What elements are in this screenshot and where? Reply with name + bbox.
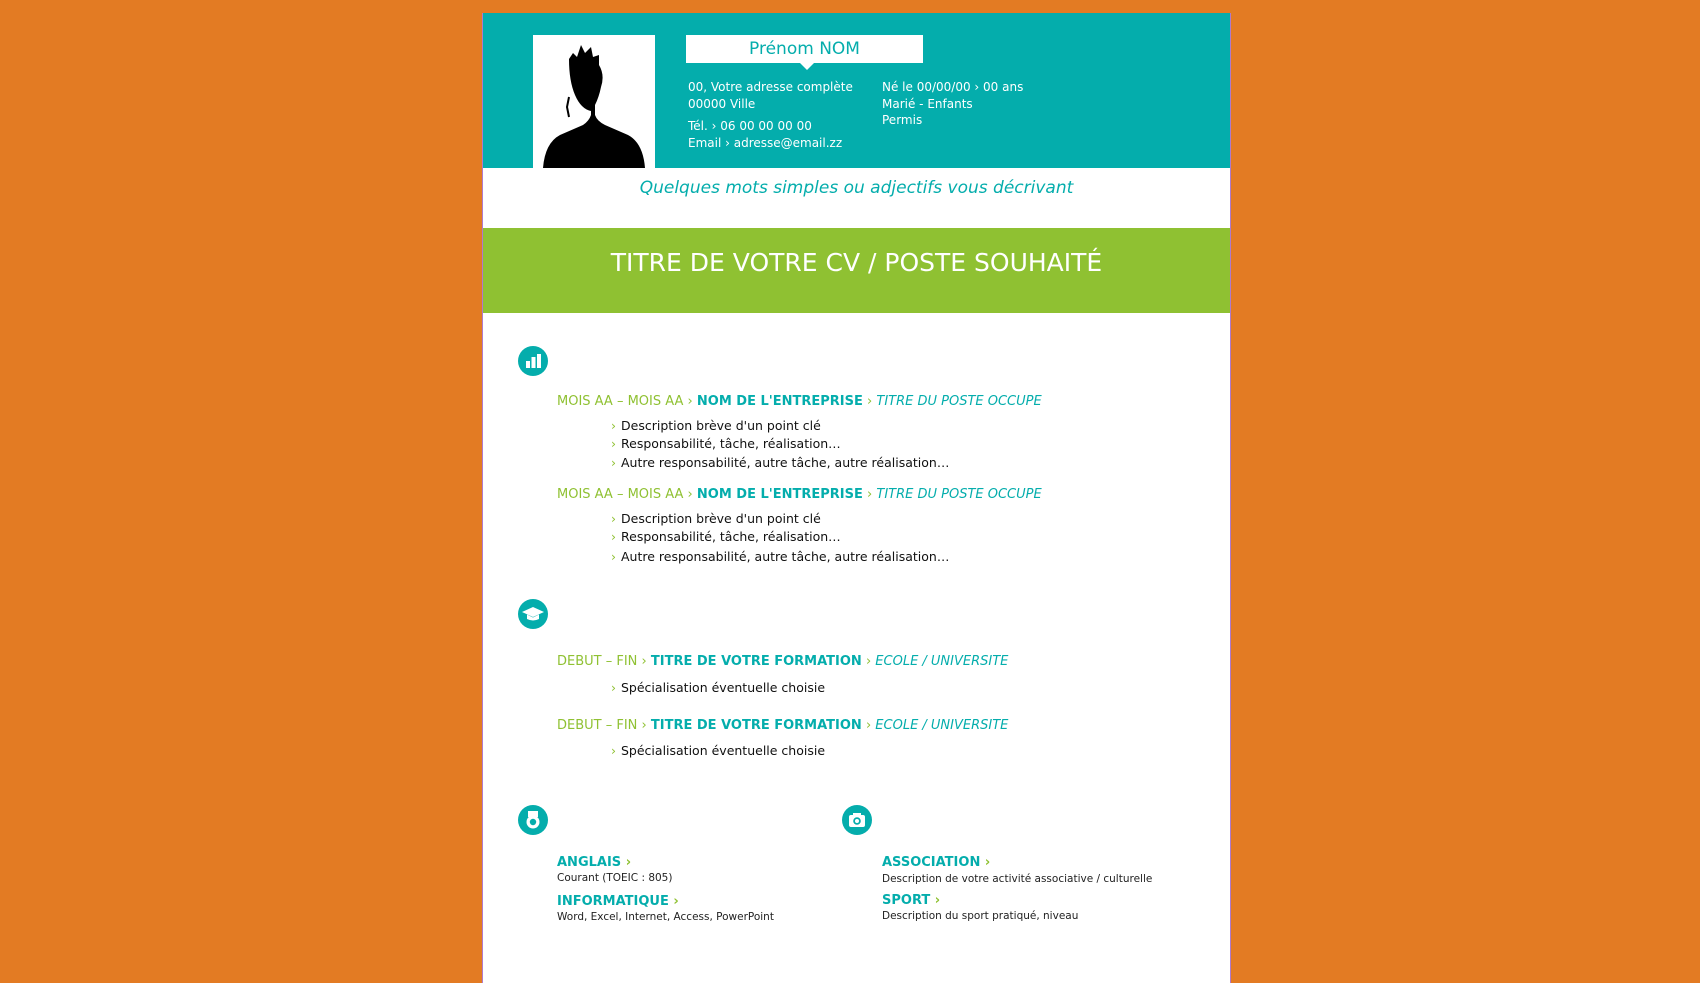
school-name: ECOLE / UNIVERSITE — [875, 718, 1009, 733]
personal-info — [882, 79, 1023, 129]
education-dates: DEBUT – FIN — [557, 718, 638, 733]
experience-dates: MOIS AA – MOIS AA — [557, 487, 684, 502]
medal-icon — [518, 805, 548, 835]
experience-dates: MOIS AA – MOIS AA — [557, 394, 684, 409]
camera-icon — [842, 805, 872, 835]
tagline: Quelques mots simples ou adjectifs vous décrivant — [639, 178, 1074, 198]
education-dates: DEBUT – FIN — [557, 654, 638, 669]
education-detail: › Spécialisation éventuelle choisie — [611, 743, 826, 758]
experience-bullet: › Description brève d'un point clé — [611, 511, 821, 526]
education-entry-1-header: DEBUT – FIN › TITRE DE VOTRE FORMATION › ECOLE / UNIVERSITE — [557, 654, 1009, 669]
hobby-label: SPORT › — [882, 893, 941, 908]
skill-label: INFORMATIQUE › — [557, 894, 679, 909]
profile-photo — [533, 35, 655, 168]
email: Email › adresse@email.zz — [688, 135, 843, 150]
hobby-description: Description du sport pratiqué, niveau — [882, 910, 1079, 922]
address-line1: 00, Votre adresse complète — [688, 80, 853, 94]
cv-title-band — [483, 228, 1230, 313]
experience-bullet: › Autre responsabilité, autre tâche, autre réalisation… — [611, 455, 950, 470]
degree-title: TITRE DE VOTRE FORMATION — [650, 654, 862, 669]
experience-bullet: › Responsabilité, tâche, réalisation… — [611, 529, 841, 544]
graduation-cap-icon — [518, 599, 548, 629]
cv-page — [482, 13, 1231, 983]
hobby-description: Description de votre activité associative / culturelle — [882, 873, 1153, 885]
bar-chart-icon — [518, 346, 548, 376]
name-label: Prénom NOM — [686, 35, 923, 63]
contact-info — [688, 79, 853, 151]
degree-title: TITRE DE VOTRE FORMATION — [650, 718, 862, 733]
education-detail: › Spécialisation éventuelle choisie — [611, 680, 826, 695]
license-info: Permis — [882, 113, 923, 127]
education-entry-2-header: DEBUT – FIN › TITRE DE VOTRE FORMATION › ECOLE / UNIVERSITE — [557, 718, 1009, 733]
family-info: Marié - Enfants — [882, 96, 973, 111]
person-silhouette-icon — [533, 35, 655, 168]
experience-bullet: › Autre responsabilité, autre tâche, autre réalisation… — [611, 549, 950, 564]
cv-header — [483, 13, 1230, 168]
school-name: ECOLE / UNIVERSITE — [875, 654, 1009, 669]
skill-description: Word, Excel, Internet, Access, PowerPoint — [557, 911, 774, 923]
company-name: NOM DE L'ENTREPRISE — [696, 487, 863, 502]
birth-info: Né le 00/00/00 › 00 ans — [882, 80, 1024, 94]
experience-bullet: › Description brève d'un point clé — [611, 418, 821, 433]
skill-label: ANGLAIS › — [557, 855, 632, 870]
experience-entry-1-header: MOIS AA – MOIS AA › NOM DE L'ENTREPRISE › TITRE DU POSTE OCCUPE — [557, 394, 1042, 409]
experience-entry-2-header: MOIS AA – MOIS AA › NOM DE L'ENTREPRISE › TITRE DU POSTE OCCUPE — [557, 487, 1042, 502]
cv-title: TITRE DE VOTRE CV / POSTE SOUHAITÉ — [610, 248, 1103, 277]
watermark-logo: خمسات — [773, 905, 927, 959]
position-title: TITRE DU POSTE OCCUPE — [876, 394, 1042, 409]
company-name: NOM DE L'ENTREPRISE — [696, 394, 863, 409]
address-line2: 00000 Ville — [688, 96, 756, 111]
skill-description: Courant (TOEIC : 805) — [557, 872, 673, 884]
phone: Tél. › 06 00 00 00 00 — [688, 119, 812, 133]
hobby-label: ASSOCIATION › — [882, 855, 991, 870]
experience-bullet: › Responsabilité, tâche, réalisation… — [611, 436, 841, 451]
position-title: TITRE DU POSTE OCCUPE — [876, 487, 1042, 502]
